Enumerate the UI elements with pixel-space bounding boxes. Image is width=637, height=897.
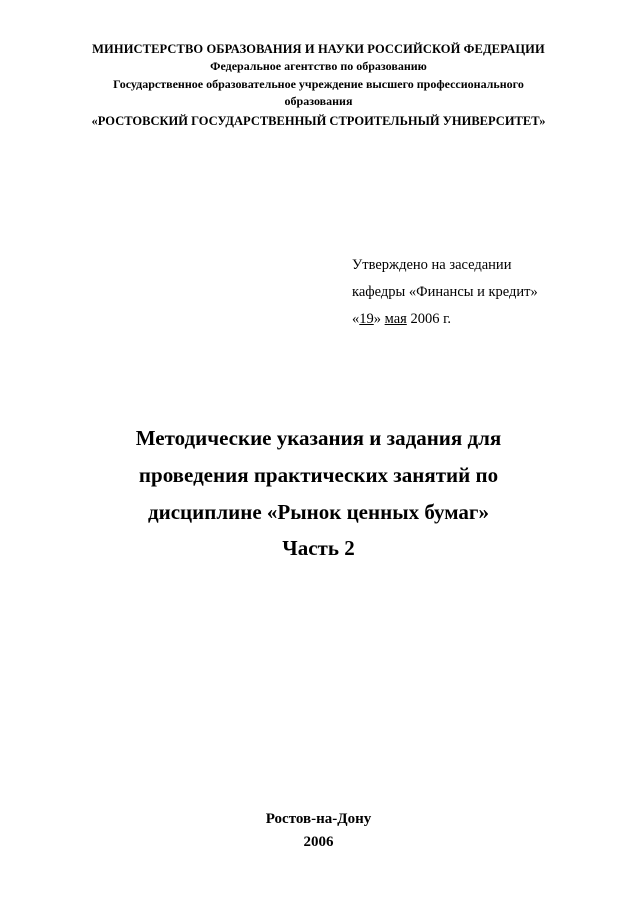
date-open-quote: « [352, 310, 360, 327]
date-close-quote: » [373, 310, 385, 327]
date-year: 2006 г. [406, 310, 451, 327]
institution-line-2: образования [284, 93, 353, 108]
page-title [90, 420, 547, 567]
title-line-3: дисциплине «Рынок ценных бумаг» [148, 499, 489, 524]
date-month: мая [384, 310, 407, 327]
university-line: «РОСТОВСКИЙ ГОСУДАРСТВЕННЫЙ СТРОИТЕЛЬНЫЙ УНИВЕРСИТЕТ» [91, 114, 546, 129]
publication-year: 2006 [303, 833, 334, 850]
approval-line-1: Утверждено на заседании [352, 257, 512, 273]
approval-line-2: кафедры «Финансы и кредит» [352, 283, 538, 300]
date-day: 19 [359, 310, 374, 327]
document-header [0, 40, 637, 130]
institution-line-1: Государственное образовательное учреждение высшего профессионального [113, 76, 524, 91]
ministry-line: МИНИСТЕРСТВО ОБРАЗОВАНИЯ И НАУКИ РОССИЙСКОЙ ФЕДЕРАЦИИ [92, 42, 545, 56]
approval-block [352, 252, 602, 332]
title-line-4: Часть 2 [282, 536, 355, 561]
document-footer [0, 808, 637, 853]
approval-date-line [352, 306, 602, 333]
agency-line: Федеральное агентство по образованию [210, 59, 427, 74]
publication-city: Ростов-на-Дону [265, 811, 372, 827]
title-line-1: Методические указания и задания для [135, 426, 502, 450]
title-line-2: проведения практических занятий по [138, 462, 499, 487]
